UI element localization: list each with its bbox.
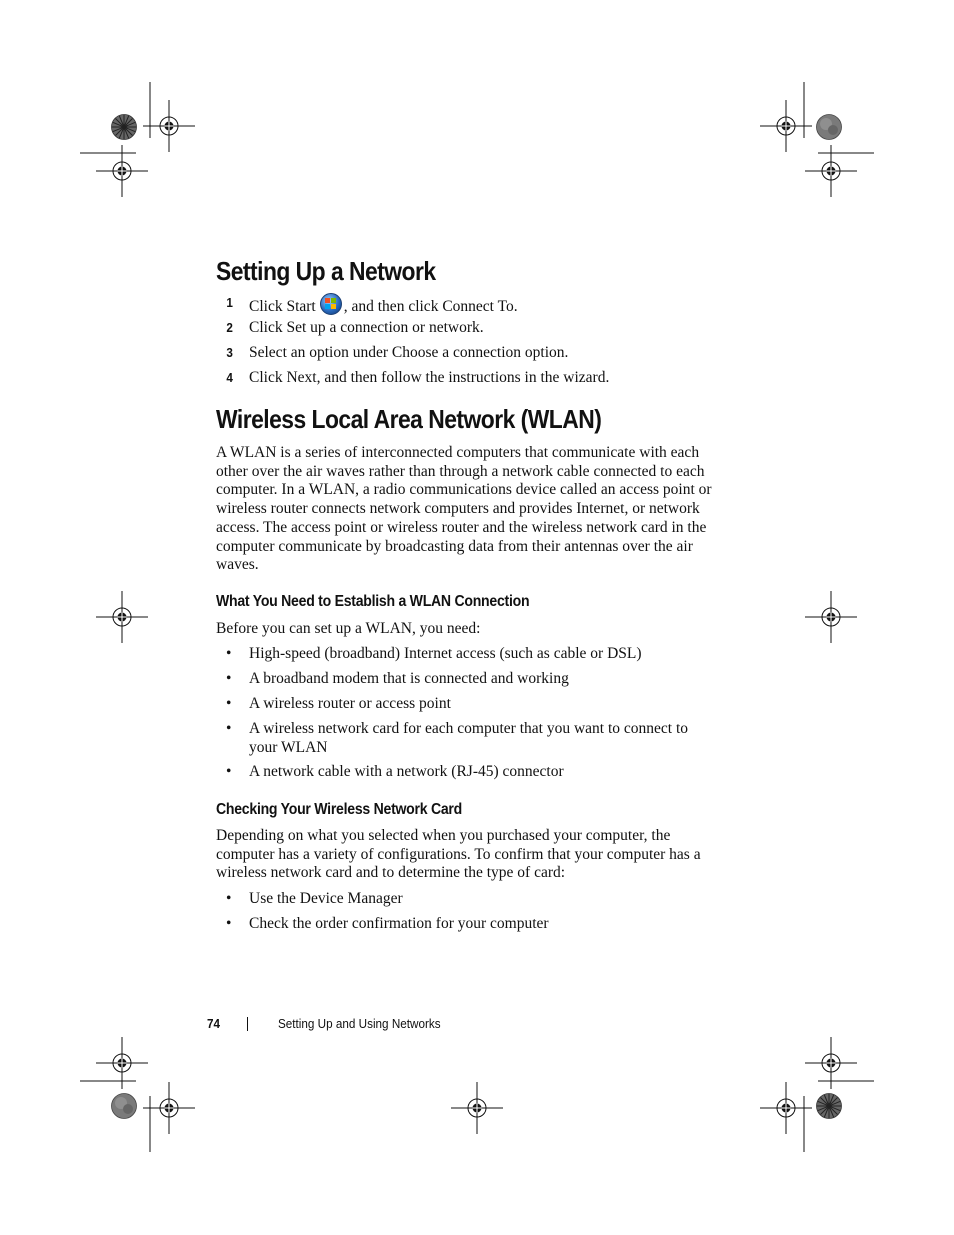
step-text-post: .: [479, 319, 484, 336]
connect-to-label: Connect To: [442, 298, 514, 315]
list-item-text: A wireless network card for each computer that you want to connect to your WLAN: [249, 720, 689, 756]
step-text-post: .: [513, 298, 518, 315]
subsection-title-what-you-need: What You Need to Establish a WLAN Connection: [216, 593, 530, 610]
what-you-need-intro: Before you can set up a WLAN, you need:: [216, 620, 481, 637]
step-4: [216, 368, 736, 388]
step-text: [249, 343, 568, 363]
step-2: [216, 318, 736, 338]
step-text-pre: Click: [249, 369, 287, 386]
step-text-pre: Click: [249, 298, 287, 315]
subsection-title-checking-card: Checking Your Wireless Network Card: [216, 801, 462, 818]
step-text: [249, 318, 484, 338]
step-1: [216, 293, 736, 313]
list-item-text: A broadband modem that is connected and working: [249, 670, 569, 687]
step-number: 3: [226, 345, 233, 360]
list-item-text: A network cable with a network (RJ-45) connector: [249, 763, 564, 780]
bullet-glyph: •: [226, 695, 232, 712]
bullet-glyph: •: [226, 670, 232, 687]
choose-connection-option-label: Choose a connection option: [391, 344, 565, 361]
running-title: Setting Up and Using Networks: [278, 1016, 441, 1031]
list-item-text: [249, 890, 709, 909]
setup-connection-label: Set up a connection or network: [286, 319, 480, 336]
bullet-glyph: •: [226, 645, 232, 662]
step-text-post: .: [564, 344, 569, 361]
step-3: [216, 343, 736, 363]
page-number: 74: [207, 1016, 221, 1031]
list-item-text: A wireless router or access point: [249, 695, 451, 712]
list-item-text: High-speed (broadband) Internet access (such as cable or DSL): [249, 645, 642, 662]
step-text-post: , and then follow the instructions in the wizard.: [316, 369, 610, 386]
next-label: Next: [286, 369, 317, 386]
step-number: 1: [226, 295, 233, 310]
step-number: 2: [226, 320, 233, 335]
checking-card-intro: Depending on what you selected when you purchased your computer, the computer has a variety of configurations. To confirm that your computer has a wireless network card and to determine the type of card:: [216, 827, 701, 882]
bullet-glyph: •: [226, 720, 232, 737]
bullet-glyph: •: [226, 915, 232, 932]
step-number: 4: [226, 370, 233, 385]
list-item-text: Check the order confirmation for your computer: [249, 915, 549, 932]
bullet-glyph: •: [226, 763, 232, 780]
step-text: [249, 293, 518, 317]
start-menu-label: Start: [286, 298, 316, 315]
step-text-pre: Click: [249, 319, 287, 336]
step-text-mid: , and then click: [343, 298, 443, 315]
device-manager-label: Device Manager: [299, 890, 403, 907]
list-item-text-pre: Use the: [249, 890, 300, 907]
footer-divider: [247, 1017, 248, 1031]
section-title-wlan: Wireless Local Area Network (WLAN): [216, 404, 602, 434]
step-text-pre: Select an option under: [249, 344, 392, 361]
section-title-setting-up-network: Setting Up a Network: [216, 256, 436, 286]
wlan-description-paragraph: A WLAN is a series of interconnected computers that communicate with each other over the air waves rather than through a network cable connected to each computer. In a WLAN, a radio communications device called an access point or wireless router connects network computers and provides Internet, or network access. The access point or wireless router and the wireless network card in the computer communicate by broadcasting data from their antennas over the air waves.: [216, 444, 712, 574]
bullet-glyph: •: [226, 890, 232, 907]
windows-start-orb-icon: [320, 293, 342, 315]
step-text: [249, 368, 609, 388]
